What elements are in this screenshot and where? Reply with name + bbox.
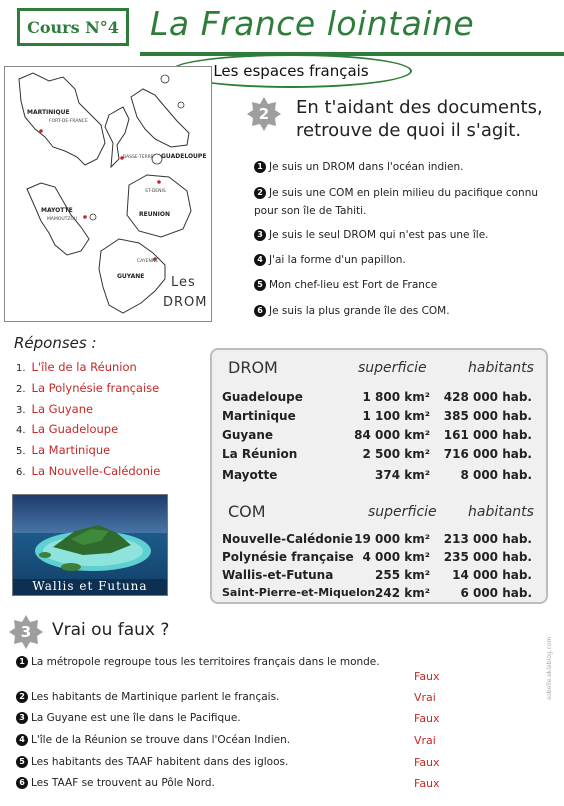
answer-text: La Nouvelle-Calédonie (31, 463, 161, 478)
question-text: Je suis une COM en plein milieu du pacifique connu pour son île de Tahiti. (254, 187, 539, 217)
drom-header: DROM (228, 358, 278, 377)
answers-list (16, 358, 206, 483)
com-row-name: Saint-Pierre-et-Miquelon (222, 586, 376, 599)
question-text: Je suis le seul DROM qui n'est pas une île. (269, 229, 489, 241)
answer-text: L'île de la Réunion (31, 360, 137, 374)
com-row-name: Nouvelle-Calédonie (222, 532, 353, 546)
drom-row-name: Guadeloupe (222, 390, 303, 404)
true-false-answer: Faux (414, 777, 440, 790)
true-false-text: Les habitants de Martinique parlent le français. (31, 691, 280, 703)
question-item (254, 251, 554, 269)
true-false-title: Vrai ou faux ? (52, 620, 170, 640)
drom-col-habitants: habitants (468, 360, 534, 376)
site-watermark: sobelle.eklablog.com (546, 636, 553, 700)
drom-row-name: Martinique (222, 409, 296, 423)
true-false-item (16, 712, 396, 725)
true-false-answer: Faux (414, 712, 440, 725)
true-false-item (16, 756, 396, 769)
exercise-3-number: 3 (20, 623, 32, 641)
answer-index: 5. (16, 446, 26, 458)
question-number: 5 (254, 279, 266, 291)
true-false-text: La métropole regroupe tous les territoires français dans le monde. (31, 656, 380, 668)
true-false-number: 6 (16, 777, 28, 789)
lesson-number-box (17, 8, 129, 46)
true-false-item (16, 691, 396, 704)
true-false-number: 2 (16, 691, 28, 703)
exercise-2-badge (246, 96, 282, 132)
com-col-habitants: habitants (468, 504, 534, 520)
drom-row-habitants: 8 000 hab. (460, 468, 532, 482)
drom-row-name: Mayotte (222, 468, 278, 482)
question-text: Je suis un DROM dans l'océan indien. (269, 161, 464, 173)
map-label-basse-terre: BASSE-TERRE (123, 155, 154, 160)
com-row-habitants: 6 000 hab. (460, 586, 532, 600)
com-row-habitants: 14 000 hab. (452, 568, 532, 582)
answer-text: La Guyane (31, 401, 94, 416)
page-title: La France lointaine (150, 4, 475, 43)
true-false-text: Les TAAF se trouvent au Pôle Nord. (31, 777, 215, 789)
map-label-mamoutzou: MAMOUTZOU (47, 217, 78, 222)
map-label-guadeloupe: GUADELOUPE (161, 153, 207, 160)
com-col-superficie: superficie (368, 504, 437, 520)
questions-heading-line2: retrouve de quoi il s'agit. (296, 120, 522, 141)
answer-text: La Guadeloupe (31, 422, 119, 437)
answer-item (16, 420, 206, 441)
question-number: 1 (254, 161, 266, 173)
com-header: COM (228, 502, 266, 521)
true-false-item (16, 656, 396, 669)
question-number: 2 (254, 187, 266, 199)
true-false-text: La Guyane est une île dans le Pacifique. (31, 712, 241, 724)
true-false-item (16, 777, 396, 790)
question-text: Je suis la plus grande île des COM. (269, 305, 450, 317)
drom-row-name: Guyane (222, 428, 273, 442)
true-false-text: L'île de la Réunion se trouve dans l'Océan Indien. (31, 734, 291, 746)
true-false-number: 1 (16, 656, 28, 668)
questions-heading (296, 96, 543, 142)
drom-row-name: La Réunion (222, 447, 298, 461)
answer-index: 2. (16, 383, 26, 395)
true-false-answer: Faux (414, 756, 440, 769)
map-label-saint-denis: ST-DENIS (145, 189, 166, 194)
true-false-number: 5 (16, 756, 28, 768)
question-number: 4 (254, 254, 266, 266)
answer-item (16, 441, 206, 462)
answers-title: Réponses : (14, 334, 97, 352)
lesson-number: Cours N°4 (27, 17, 119, 37)
questions-heading-line1: En t'aidant des documents, (296, 97, 543, 118)
photo-caption: Wallis et Futuna (32, 579, 148, 593)
answer-text: La Martinique (31, 443, 111, 458)
drom-row-habitants: 385 000 hab. (443, 409, 532, 423)
answer-index: 6. (16, 466, 26, 478)
drom-row-superficie: 2 500 km² (362, 447, 430, 461)
com-row-habitants: 213 000 hab. (443, 532, 532, 546)
page-subtitle: Les espaces français (213, 62, 369, 80)
answer-item (16, 462, 206, 483)
com-row-name: Polynésie française (222, 550, 354, 564)
question-item (254, 302, 554, 320)
drom-row-superficie: 84 000 km² (354, 428, 430, 442)
drom-row-superficie: 374 km² (375, 468, 430, 482)
answer-item (16, 358, 206, 379)
drom-map (4, 66, 212, 322)
true-false-answer: Faux (414, 670, 440, 683)
true-false-number: 4 (16, 734, 28, 746)
drom-row-habitants: 161 000 hab. (443, 428, 532, 442)
answer-index: 3. (16, 404, 26, 416)
answer-text: La Polynésie française (31, 380, 160, 395)
true-false-answer: Vrai (414, 691, 436, 704)
wallis-futuna-photo (12, 494, 168, 596)
com-row-habitants: 235 000 hab. (443, 550, 532, 564)
drom-row-habitants: 716 000 hab. (443, 447, 532, 461)
exercise-3-badge (8, 614, 44, 650)
com-row-superficie: 4 000 km² (362, 550, 430, 564)
question-item (254, 226, 554, 244)
true-false-answer: Vrai (414, 734, 436, 747)
question-text: J'ai la forme d'un papillon. (269, 254, 406, 266)
drom-row-superficie: 1 800 km² (362, 390, 430, 404)
map-label-guyane: GUYANE (117, 273, 145, 280)
exercise-2-number: 2 (258, 105, 270, 123)
question-number: 3 (254, 229, 266, 241)
map-label-mayotte: MAYOTTE (41, 207, 73, 214)
answer-item (16, 400, 206, 421)
map-label-martinique: MARTINIQUE (27, 109, 70, 116)
true-false-number: 3 (16, 712, 28, 724)
com-row-superficie: 19 000 km² (354, 532, 430, 546)
map-label-reunion: REUNION (139, 211, 170, 218)
question-item (254, 158, 554, 176)
com-row-superficie: 242 km² (375, 586, 430, 600)
drom-row-habitants: 428 000 hab. (443, 390, 532, 404)
question-item (254, 276, 554, 294)
map-label-cayenne: CAYENNE (137, 259, 159, 264)
true-false-text: Les habitants des TAAF habitent dans des igloos. (31, 756, 289, 768)
drom-col-superficie: superficie (358, 360, 427, 376)
answer-item (16, 379, 206, 400)
com-row-name: Wallis-et-Futuna (222, 568, 334, 582)
map-caption-les: Les (171, 275, 196, 290)
map-caption-drom: DROM (163, 295, 208, 310)
map-label-fort-de-france: FORT-DE-FRANCE (49, 119, 88, 124)
drom-row-superficie: 1 100 km² (362, 409, 430, 423)
question-text: Mon chef-lieu est Fort de France (269, 279, 438, 291)
question-number: 6 (254, 305, 266, 317)
answer-index: 1. (16, 363, 26, 374)
com-row-superficie: 255 km² (375, 568, 430, 582)
question-item (254, 184, 554, 220)
territories-table (210, 348, 548, 604)
reunion-shape (127, 175, 191, 237)
answer-index: 4. (16, 425, 26, 437)
true-false-item (16, 734, 396, 747)
